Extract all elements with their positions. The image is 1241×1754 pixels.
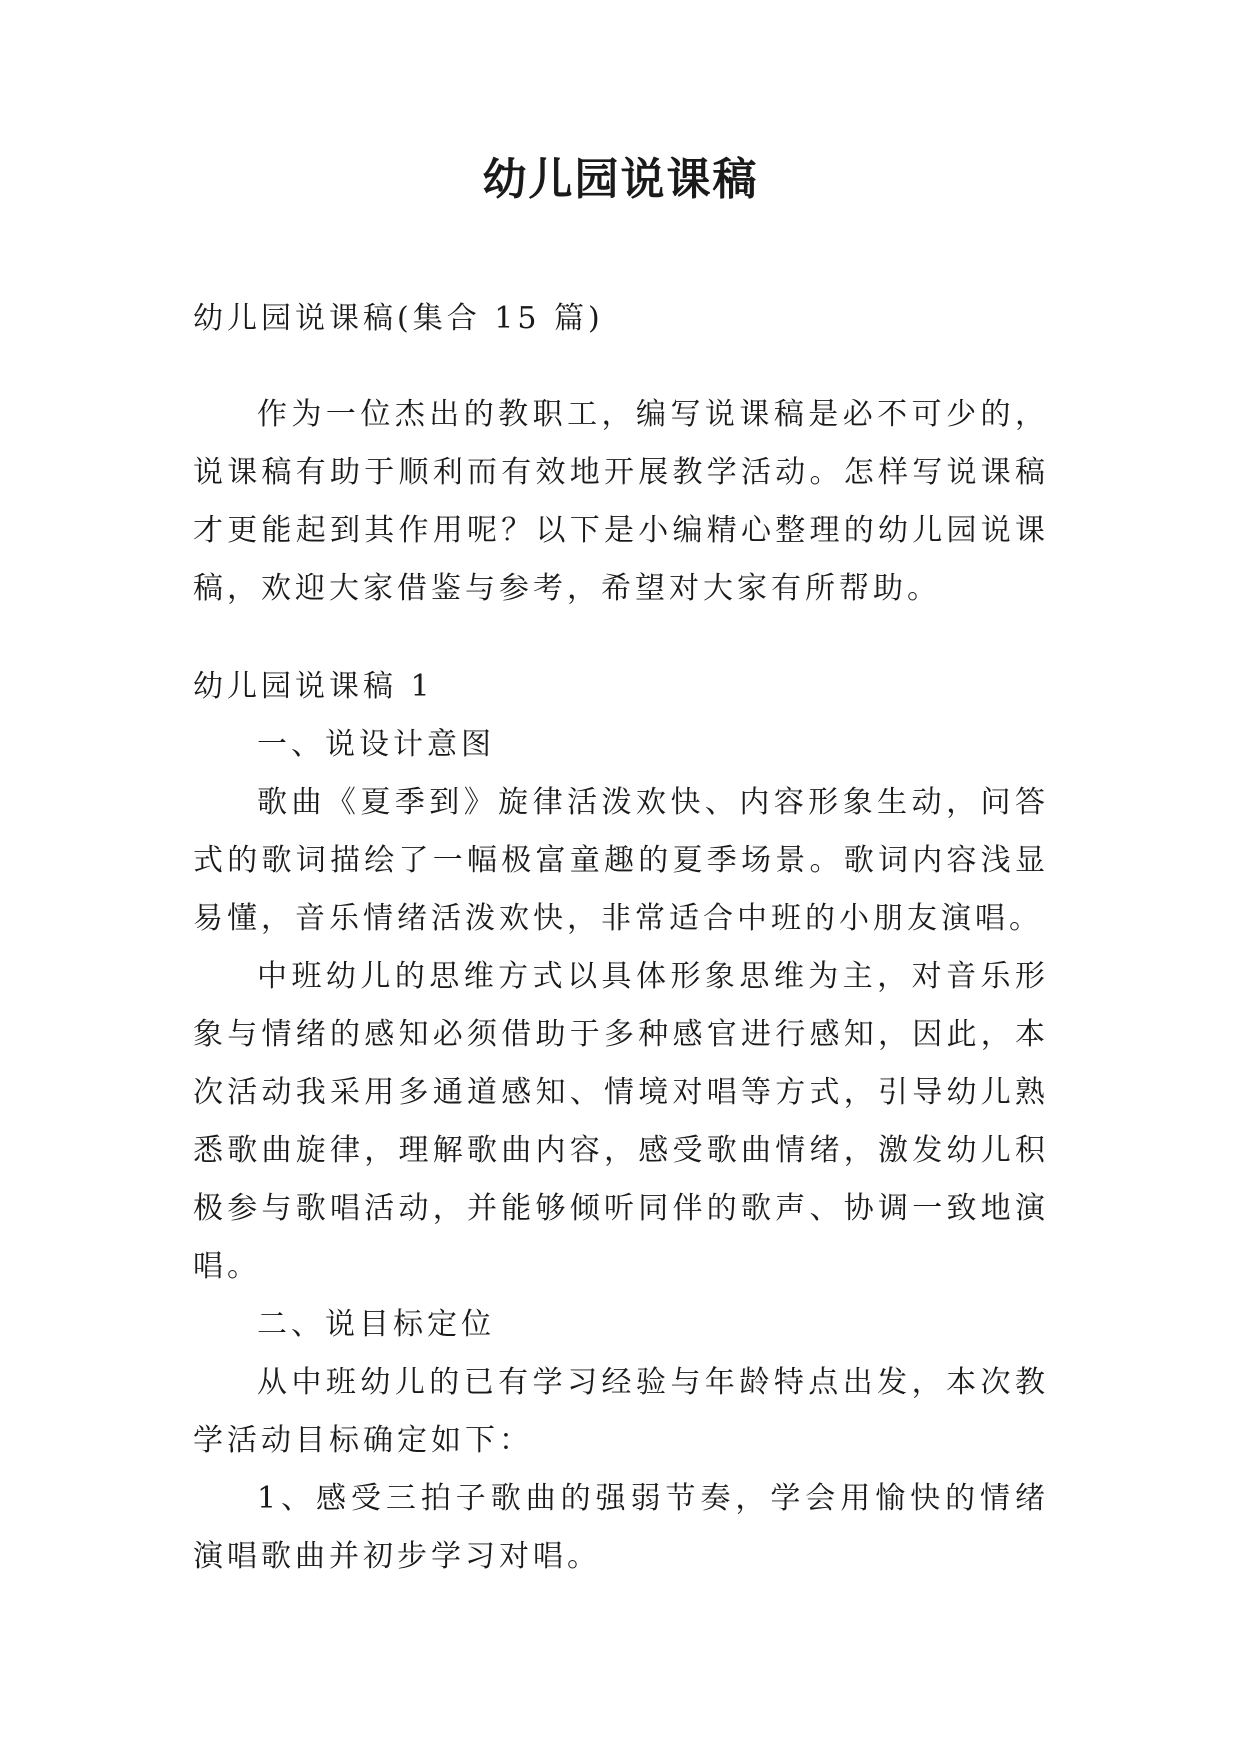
heading-design-intent: 一、说设计意图 (257, 727, 495, 762)
document-body (193, 290, 1049, 1586)
intro-paragraph: 作为一位杰出的教职工，编写说课稿是必不可少的，说课稿有助于顺利而有效地开展教学活动。怎样写说课稿才更能起到其作用呢？以下是小编精心整理的幼儿园说课稿，欢迎大家借鉴与参考，希望对大家有所帮助。 (193, 397, 1049, 606)
paragraph-thinking: 中班幼儿的思维方式以具体形象思维为主，对音乐形象与情绪的感知必须借助于多种感官进行感知，因此，本次活动我采用多通道感知、情境对唱等方式，引导幼儿熟悉歌曲旋律，理解歌曲内容，感受歌曲情绪，激发幼儿积极参与歌唱活动，并能够倾听同伴的歌声、协调一致地演唱。 (193, 959, 1049, 1284)
document-title: 幼儿园说课稿 (482, 154, 759, 205)
spacer (193, 618, 1049, 658)
section-title: 幼儿园说课稿 1 (193, 669, 434, 704)
paragraph-goal-intro: 从中班幼儿的已有学习经验与年龄特点出发，本次教学活动目标确定如下： (193, 1365, 1049, 1458)
heading-goal: 二、说目标定位 (257, 1307, 495, 1342)
spacer (193, 348, 1049, 386)
paragraph-goal-1: 1、感受三拍子歌曲的强弱节奏，学会用愉快的情绪演唱歌曲并初步学习对唱。 (193, 1481, 1049, 1574)
document-subtitle: 幼儿园说课稿(集合 15 篇) (193, 301, 604, 336)
paragraph-song-intro: 歌曲《夏季到》旋律活泼欢快、内容形象生动，问答式的歌词描绘了一幅极富童趣的夏季场景。歌词内容浅显易懂，音乐情绪活泼欢快，非常适合中班的小朋友演唱。 (193, 785, 1049, 936)
